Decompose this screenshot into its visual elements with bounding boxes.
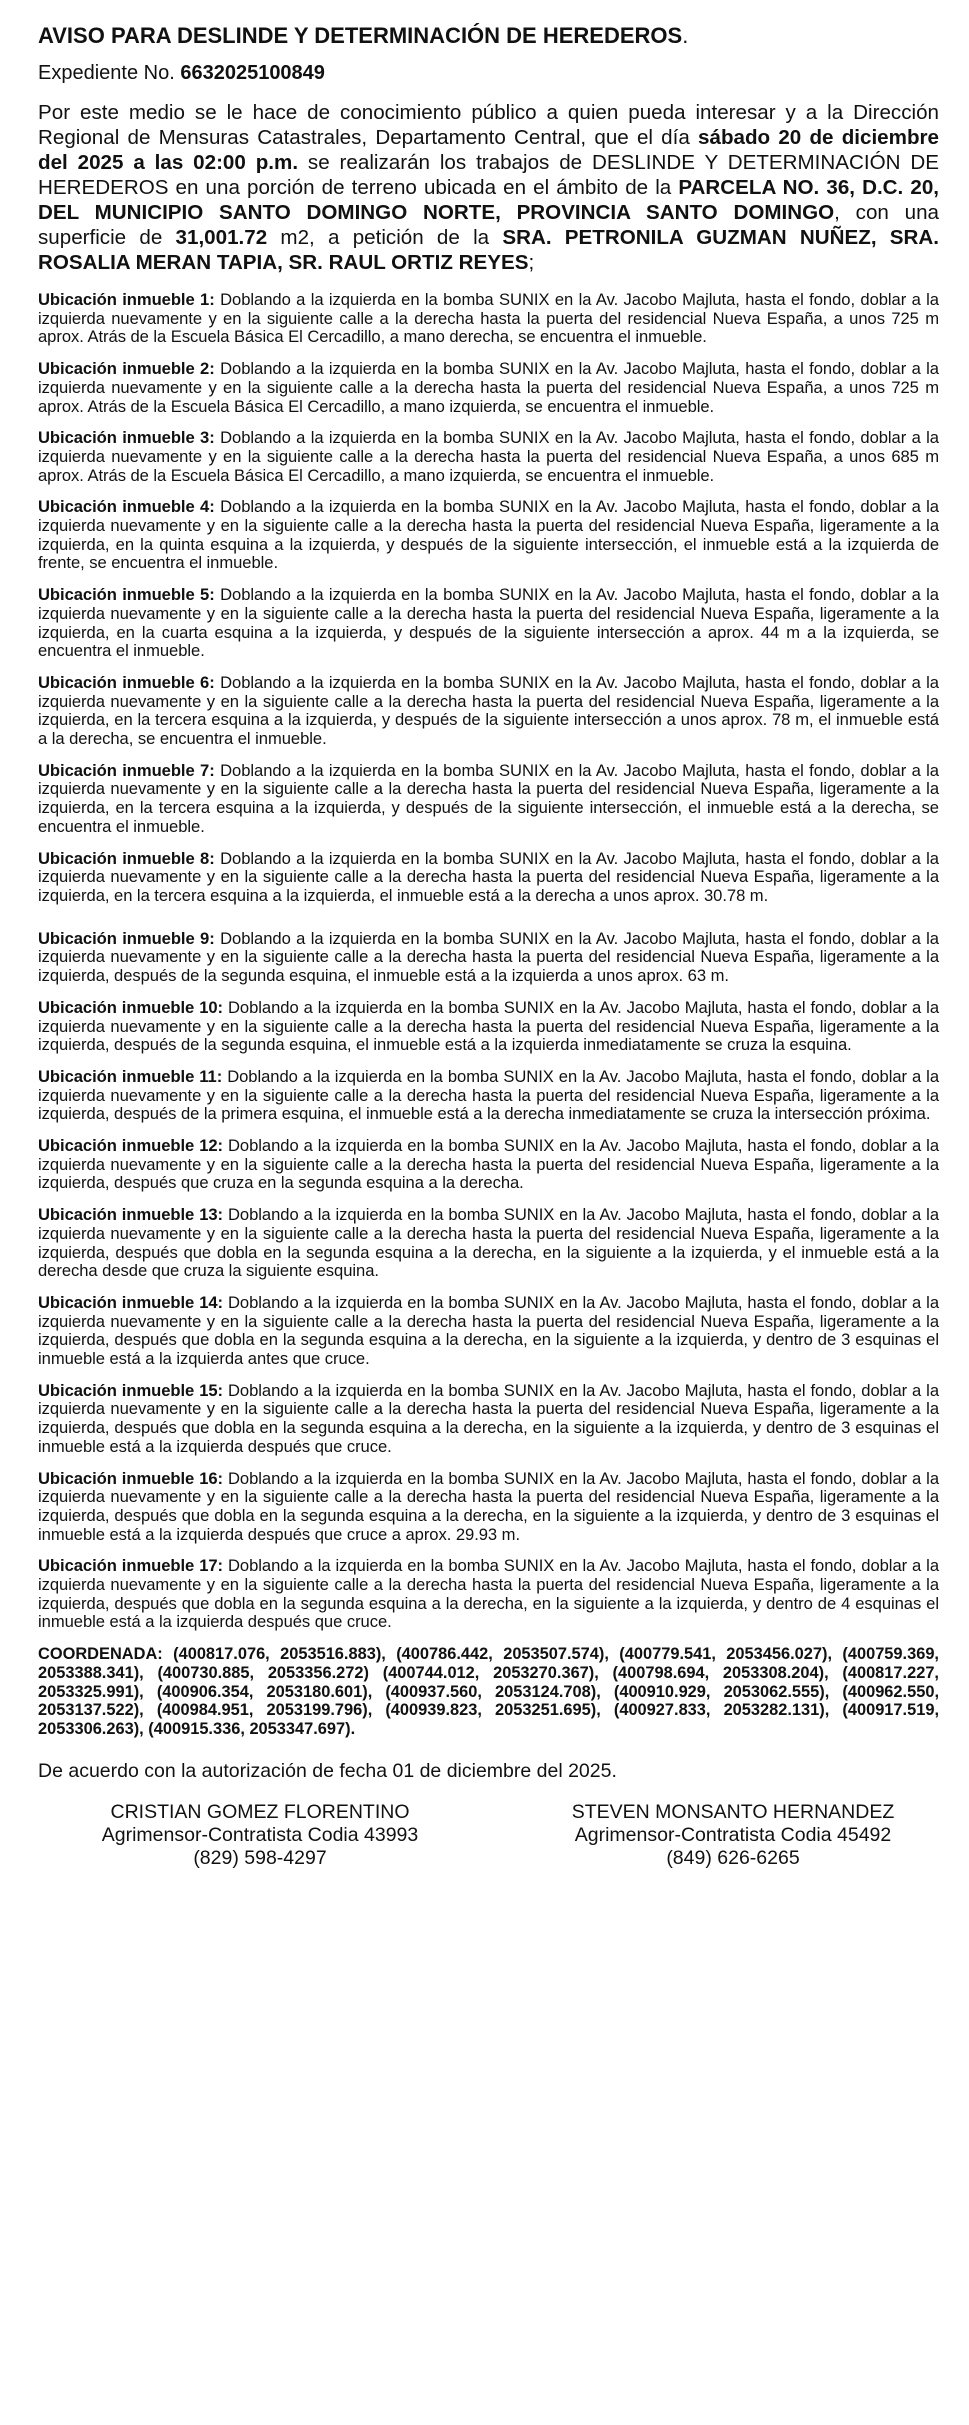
ubicacion-label: Ubicación inmueble 13: (38, 1205, 224, 1225)
ubicacion-label: Ubicación inmueble 2: (38, 359, 215, 379)
ubicacion-12 (38, 1137, 939, 1193)
ubicacion-label: Ubicación inmueble 17: (38, 1556, 224, 1576)
ubicacion-text: Doblando a la izquierda en la bomba SUNIX en la Av. Jacobo Majluta, hasta el fondo, doblar a la izquierda nuevamente y en la siguiente calle a la derecha hasta la puerta del residencial Nueva España, ligeramente a la izquierda, en la quinta esquina a la izquierda, y después de la siguiente intersección, el inmueble está a la izquierda de frente, se encuentra el inmueble. (38, 497, 939, 573)
intro-text-5: ; (528, 251, 535, 274)
intro-text-4: m2, a petición de la (267, 226, 503, 249)
coordenadas-block (38, 1645, 939, 1739)
ubicacion-text: Doblando a la izquierda en la bomba SUNIX en la Av. Jacobo Majluta, hasta el fondo, doblar a la izquierda nuevamente y en la siguiente calle a la derecha hasta la puerta del residencial Nueva España, ligeramente a la izquierda, después que dobla en la segunda esquina a la derecha, en la siguiente a la izquierda, y dentro de 3 esquinas el inmueble está a la izquierda después que cruce. (38, 1380, 939, 1456)
signatures-row (38, 1801, 939, 1870)
ubicacion-text: Doblando a la izquierda en la bomba SUNIX en la Av. Jacobo Majluta, hasta el fondo, doblar a la izquierda nuevamente y en la siguiente calle a la derecha hasta la puerta del residencial Nueva España, ligeramente a la izquierda, después de la segunda esquina, el inmueble está a la izquierda inmediatamente se cruza la esquina. (38, 997, 939, 1055)
notice-title (38, 22, 939, 50)
signer-role: Agrimensor-Contratista Codia 45492 (574, 1823, 892, 1846)
ubicacion-4 (38, 498, 939, 573)
ubicacion-text: Doblando a la izquierda en la bomba SUNIX en la Av. Jacobo Majluta, hasta el fondo, doblar a la izquierda nuevamente y en la siguiente calle a la derecha hasta la puerta del residencial Nueva España, ligeramente a la izquierda, después de la segunda esquina, el inmueble está a la izquierda a unos aprox. 63 m. (38, 928, 939, 986)
signer-phone: (849) 626-6265 (666, 1846, 800, 1869)
ubicacion-text: Doblando a la izquierda en la bomba SUNIX en la Av. Jacobo Majluta, hasta el fondo, doblar a la izquierda nuevamente y en la siguiente calle a la derecha hasta la puerta del residencial Nueva España, a unos 725 m aprox. Atrás de la Escuela Básica El Cercadillo, a mano izquierda, se encuentra el inmueble. (38, 359, 939, 416)
intro-owners: SRA. PETRONILA GUZMAN NUÑEZ, SRA. ROSALIA MERAN TAPIA, SR. RAUL ORTIZ REYES (38, 226, 939, 274)
ubicacion-5 (38, 586, 939, 661)
intro-text-1: Por este medio se le hace de conocimiento público a quien pueda interesar y a la Dirección Regional de Mensuras Catastrales, Departamento Central, que el día (38, 101, 939, 149)
ubicacion-label: Ubicación inmueble 1: (38, 290, 215, 309)
notice-title-text: AVISO PARA DESLINDE Y DETERMINACIÓN DE HEREDEROS (38, 23, 683, 48)
ubicacion-text: Doblando a la izquierda en la bomba SUNIX en la Av. Jacobo Majluta, hasta el fondo, doblar a la izquierda nuevamente y en la siguiente calle a la derecha hasta la puerta del residencial Nueva España, ligeramente a la izquierda, después que dobla en la segunda esquina a la derecha, en la siguiente a la izquierda, y dentro de 3 esquinas el inmueble está a la izquierda antes que cruce. (38, 1292, 939, 1369)
ubicacion-text: Doblando a la izquierda en la bomba SUNIX en la Av. Jacobo Majluta, hasta el fondo, doblar a la izquierda nuevamente y en la siguiente calle a la derecha hasta la puerta del residencial Nueva España, ligeramente a la izquierda, después que dobla en la segunda esquina a la derecha, en la siguiente a la izquierda, y dentro de 4 esquinas el inmueble está a la izquierda después que cruce. (38, 1556, 939, 1632)
ubicacion-text: Doblando a la izquierda en la bomba SUNIX en la Av. Jacobo Majluta, hasta el fondo, doblar a la izquierda nuevamente y en la siguiente calle a la derecha hasta la puerta del residencial Nueva España, a unos 685 m aprox. Atrás de la Escuela Básica El Cercadillo, a mano izquierda, se encuentra el inmueble. (38, 428, 939, 485)
ubicacion-text: Doblando a la izquierda en la bomba SUNIX en la Av. Jacobo Majluta, hasta el fondo, doblar a la izquierda nuevamente y en la siguiente calle a la derecha hasta la puerta del residencial Nueva España, ligeramente a la izquierda, después de la primera esquina, el inmueble está a la derecha inmediatamente se cruza la intersección próxima. (38, 1066, 940, 1124)
ubicacion-text: Doblando a la izquierda en la bomba SUNIX en la Av. Jacobo Majluta, hasta el fondo, doblar a la izquierda nuevamente y en la siguiente calle a la derecha hasta la puerta del residencial Nueva España, ligeramente a la izquierda, en la tercera esquina a la izquierda, y después de la siguiente intersección a unos aprox. 78 m, el inmueble está a la derecha, se encuentra el inmueble. (38, 672, 939, 749)
ubicacion-text: Doblando a la izquierda en la bomba SUNIX en la Av. Jacobo Majluta, hasta el fondo, doblar a la izquierda nuevamente y en la siguiente calle a la derecha hasta la puerta del residencial Nueva España, ligeramente a la izquierda, después que cruza en la segunda esquina a la derecha. (38, 1136, 939, 1193)
ubicacion-text: Doblando a la izquierda en la bomba SUNIX en la Av. Jacobo Majluta, hasta el fondo, doblar a la izquierda nuevamente y en la siguiente calle a la derecha hasta la puerta del residencial Nueva España, ligeramente a la izquierda, en la tercera esquina a la izquierda, el inmueble está a la derecha a unos aprox. 30.78 m. (38, 848, 939, 905)
ubicacion-16 (38, 1470, 939, 1545)
signer-phone: (829) 598-4297 (193, 1846, 327, 1869)
signer-name: STEVEN MONSANTO HERNANDEZ (571, 1800, 895, 1823)
ubicacion-label: Ubicación inmueble 12: (38, 1136, 224, 1156)
ubicacion-label: Ubicación inmueble 16: (38, 1468, 224, 1488)
ubicacion-7 (38, 762, 939, 837)
signature-left (50, 1801, 470, 1870)
authorization-line: De acuerdo con la autorización de fecha 01 de diciembre del 2025. (38, 1759, 617, 1782)
coordenadas-values: (400817.076, 2053516.883), (400786.442, 2053507.574), (400779.541, 2053456.027), (400759.369, 2053388.341), (400730.885, 2053356.272) (400744.012, 2053270.367), (400798.694, 2053308.204), (400817.227, 2053325.991), (400906.354, 2053180.601), (400937.560, 2053124.708), (400910.929, 2053062.555), (400962.550, 2053137.522), (400984.951, 2053199.796), (400939.823, 2053251.695), (400927.833, 2053282.131), (400917.519, 2053306.263), (400915.336, 2053347.697). (38, 1645, 939, 1738)
intro-parcela: PARCELA NO. 36, D.C. 20, DEL MUNICIPIO SANTO DOMINGO NORTE, PROVINCIA SANTO DOMINGO (38, 176, 939, 224)
expediente-number: 6632025100849 (180, 62, 325, 84)
expediente-label: Expediente No. (38, 62, 175, 84)
ubicacion-text: Doblando a la izquierda en la bomba SUNIX en la Av. Jacobo Majluta, hasta el fondo, doblar a la izquierda nuevamente y en la siguiente calle a la derecha hasta la puerta del residencial Nueva España, ligeramente a la izquierda, en la tercera esquina a la izquierda, y después de la siguiente intersección, el inmueble está a la derecha, se encuentra el inmueble. (38, 760, 939, 836)
signer-role: Agrimensor-Contratista Codia 43993 (101, 1823, 419, 1846)
intro-text-2: se realizarán los trabajos de DESLINDE Y DETERMINACIÓN DE HEREDEROS en una porción de terreno ubicada en el ámbito de la (38, 151, 939, 199)
ubicacion-14 (38, 1294, 939, 1369)
intro-text-3: , con una superficie de (38, 201, 939, 249)
ubicacion-label: Ubicación inmueble 10: (38, 997, 224, 1017)
ubicacion-15 (38, 1382, 939, 1457)
ubicacion-11 (38, 1068, 939, 1124)
ubicacion-9 (38, 930, 939, 986)
ubicacion-6 (38, 674, 939, 749)
ubicacion-1 (38, 291, 939, 347)
ubicacion-label: Ubicación inmueble 9: (38, 928, 215, 948)
intro-area: 31,001.72 (175, 226, 268, 249)
ubicacion-label: Ubicación inmueble 4: (38, 497, 215, 517)
ubicacion-3 (38, 429, 939, 485)
ubicacion-label: Ubicación inmueble 15: (38, 1380, 224, 1400)
coordenadas-label: COORDENADA: (38, 1645, 163, 1664)
ubicaciones-list (38, 291, 939, 1632)
ubicacion-label: Ubicación inmueble 8: (38, 848, 215, 868)
ubicacion-label: Ubicación inmueble 3: (38, 428, 215, 448)
ubicacion-text: Doblando a la izquierda en la bomba SUNIX en la Av. Jacobo Majluta, hasta el fondo, doblar a la izquierda nuevamente y en la siguiente calle a la derecha hasta la puerta del residencial Nueva España, ligeramente a la izquierda, después que dobla en la segunda esquina a la derecha, en la siguiente a la izquierda, y el inmueble está a la derecha desde que cruza la siguiente esquina. (38, 1205, 939, 1281)
ubicacion-text: Doblando a la izquierda en la bomba SUNIX en la Av. Jacobo Majluta, hasta el fondo, doblar a la izquierda nuevamente y en la siguiente calle a la derecha hasta la puerta del residencial Nueva España, ligeramente a la izquierda, en la cuarta esquina a la izquierda, y después de la siguiente intersección a aprox. 44 m a la izquierda, se encuentra el inmueble. (38, 585, 939, 661)
ubicacion-text: Doblando a la izquierda en la bomba SUNIX en la Av. Jacobo Majluta, hasta el fondo, doblar a la izquierda nuevamente y en la siguiente calle a la derecha hasta la puerta del residencial Nueva España, ligeramente a la izquierda, después que dobla en la segunda esquina a la derecha, en la siguiente a la izquierda, y dentro de 3 esquinas el inmueble está a la izquierda después que cruce a aprox. 29.93 m. (38, 1468, 939, 1544)
expediente-line (38, 60, 939, 86)
ubicacion-label: Ubicación inmueble 7: (38, 760, 215, 780)
ubicacion-17 (38, 1557, 939, 1632)
notice-title-period: . (682, 23, 689, 48)
ubicacion-2 (38, 360, 939, 416)
ubicacion-8 (38, 850, 939, 906)
ubicacion-10 (38, 999, 939, 1055)
signature-right (523, 1801, 943, 1870)
intro-paragraph (38, 100, 939, 275)
intro-date: sábado 20 de diciembre del 2025 a las 02:00 p.m. (38, 126, 939, 174)
ubicacion-label: Ubicación inmueble 14: (38, 1292, 224, 1312)
ubicacion-label: Ubicación inmueble 5: (38, 585, 215, 605)
ubicacion-13 (38, 1206, 939, 1281)
ubicacion-label: Ubicación inmueble 6: (38, 672, 215, 692)
signer-name: CRISTIAN GOMEZ FLORENTINO (110, 1800, 410, 1823)
ubicacion-text: Doblando a la izquierda en la bomba SUNIX en la Av. Jacobo Majluta, hasta el fondo, doblar a la izquierda nuevamente y en la siguiente calle a la derecha hasta la puerta del residencial Nueva España, a unos 725 m aprox. Atrás de la Escuela Básica El Cercadillo, a mano derecha, se encuentra el inmueble. (38, 290, 939, 347)
ubicacion-label: Ubicación inmueble 11: (38, 1066, 223, 1086)
